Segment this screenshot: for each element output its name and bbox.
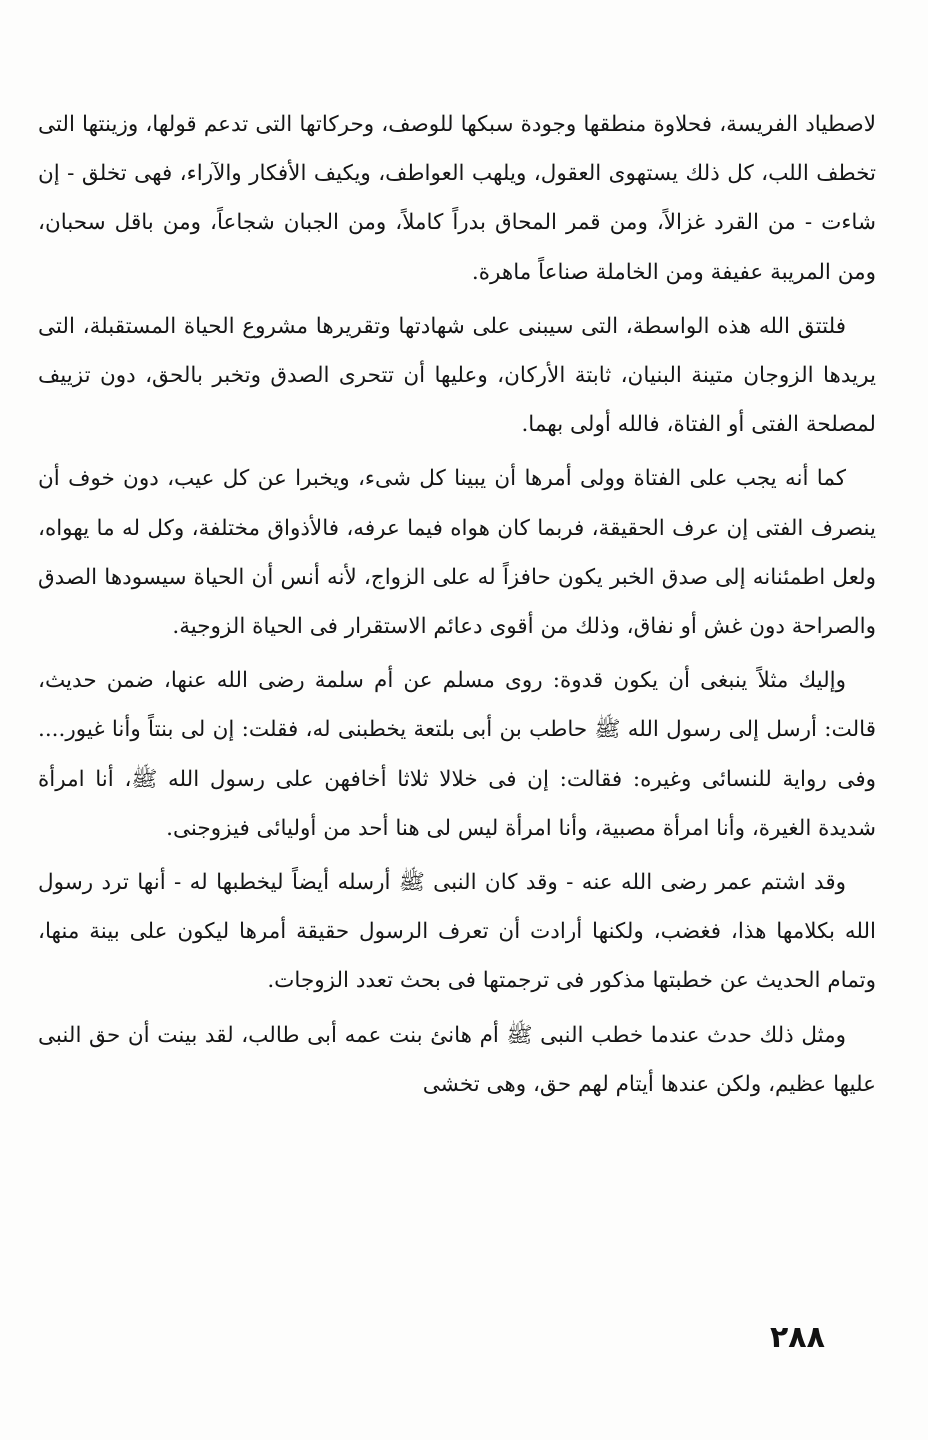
paragraph: وإليك مثلاً ينبغى أن يكون قدوة: روى مسلم عن أم سلمة رضى الله عنها، ضمن حديث، قالت: أرسل إلى رسول الله ﷺ حاطب بن أبى بلتعة يخطبنى له، فقلت: إن لى بنتاً وأنا غيور.... وفى رواية للنسائى وغيره: فقالت: إن فى خلالا ثلاثا أخافهن على رسول الله ﷺ، أنا امرأة شديدة الغيرة، وأنا امرأة مصبية، وأنا امرأة ليس لى هنا أحد من أوليائى فيزوجنى.: [38, 668, 876, 841]
page-body-text: [38, 100, 876, 1114]
paragraph: كما أنه يجب على الفتاة وولى أمرها أن يبينا كل شىء، ويخبرا عن كل عيب، دون خوف أن ينصرف الفتى إن عرف الحقيقة، فربما كان هواه فيما عرفه، فالأذواق مختلفة، وكل له ما يهواه، ولعل اطمئنانه إلى صدق الخبر يكون حافزاً له على الزواج، لأنه أنس أن الحياة سيسودها الصدق والصراحة دون غش أو نفاق، وذلك من أقوى دعائم الاستقرار فى الحياة الزوجية.: [38, 466, 876, 640]
page-number: ٢٨٨: [770, 1320, 825, 1355]
paragraph: ومثل ذلك حدث عندما خطب النبى ﷺ أم هانئ بنت عمه أبى طالب، لقد بينت أن حق النبى عليها عظيم، ولكن عندها أيتام لهم حق، وهى تخشى: [38, 1022, 876, 1097]
paragraph: وقد اشتم عمر رضى الله عنه - وقد كان النبى ﷺ أرسله أيضاً ليخطبها له - أنها ترد رسول الله بكلامها هذا، فغضب، ولكنها أرادت أن تعرف الرسول حقيقة أمرها ليكون على بينة منها، وتمام الحديث عن خطبتها مذكور فى ترجمتها فى بحث تعدد الزوجات.: [38, 870, 876, 994]
paragraph: لاصطياد الفريسة، فحلاوة منطقها وجودة سبكها للوصف، وحركاتها التى تدعم قولها، وزينتها التى تخطف اللب، كل ذلك يستهوى العقول، ويلهب العواطف، ويكيف الأفكار والآراء، فهى تخلق - إن شاءت - من القرد غزالاً، ومن قمر المحاق بدراً كاملاً، ومن الجبان شجاعاً، ومن باقل سحبان، ومن المريبة عفيفة ومن الخاملة صناعاً ماهرة.: [38, 112, 876, 285]
paragraph: فلتتق الله هذه الواسطة، التى سيبنى على شهادتها وتقريرها مشروع الحياة المستقبلة، التى يريدها الزوجان متينة البنيان، ثابتة الأركان، وعليها أن تتحرى الصدق وتخبر بالحق، دون تزييف لمصلحة الفتى أو الفتاة، فالله أولى بهما.: [38, 313, 876, 438]
